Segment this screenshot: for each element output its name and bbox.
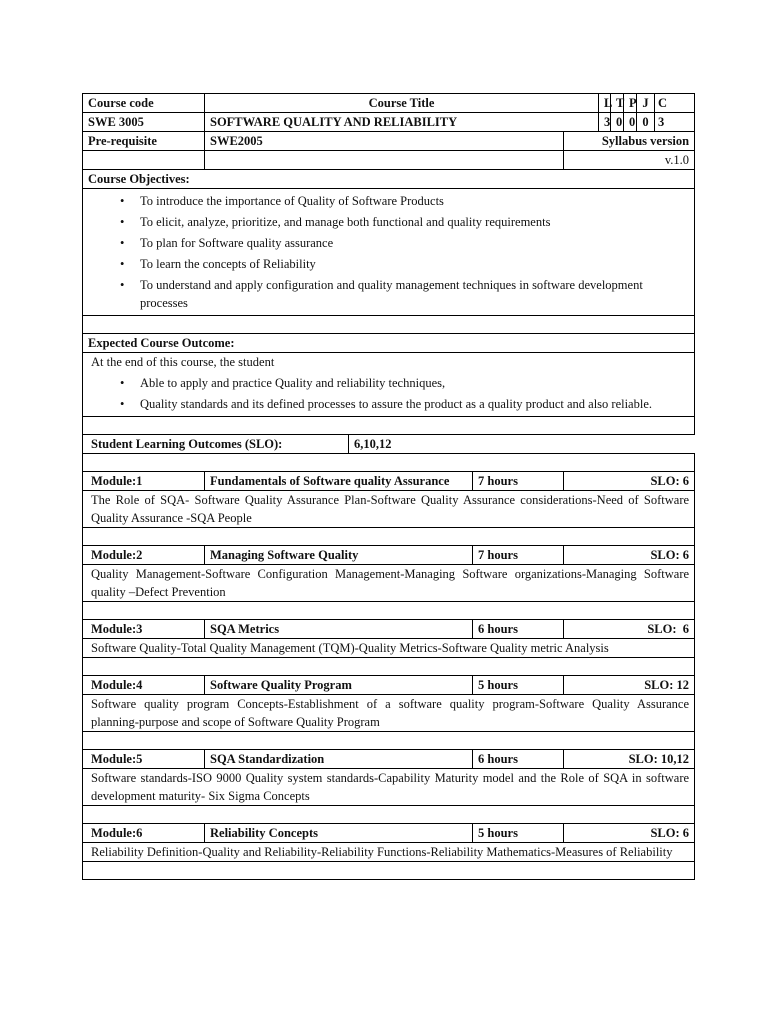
module-slo: SLO: 6 xyxy=(564,546,695,565)
ltpjc-label-p: P xyxy=(624,94,637,113)
course-title-label: Course Title xyxy=(205,94,599,113)
module-slo: SLO: 12 xyxy=(564,676,695,695)
course-title: SOFTWARE QUALITY AND RELIABILITY xyxy=(205,113,599,132)
module-number: Module:6 xyxy=(83,824,205,843)
module-number: Module:1 xyxy=(83,472,205,491)
list-item: • To introduce the importance of Quality of Software Products xyxy=(140,192,689,210)
module-content-row xyxy=(83,843,695,862)
module-content: Software quality program Concepts-Establishment of a software quality program-Software Quality Assurance planning-purpose and scope of Software Quality Program xyxy=(83,695,695,732)
list-item: • Quality standards and its defined processes to assure the product as a quality product and also reliable. xyxy=(140,395,689,413)
module-hours: 5 hours xyxy=(473,824,564,843)
module-title: Reliability Concepts xyxy=(205,824,473,843)
module-hours: 6 hours xyxy=(473,750,564,769)
ltpjc-label-c: C xyxy=(655,94,695,113)
objectives-heading: Course Objectives: xyxy=(83,170,695,189)
module-title: Managing Software Quality xyxy=(205,546,473,565)
ltpjc-value-p: 0 xyxy=(624,113,637,132)
module-slo: SLO: 6 xyxy=(564,824,695,843)
module-number: Module:4 xyxy=(83,676,205,695)
module-content: Quality Management-Software Configuration Management-Managing Software organizations-Managing Software quality –Defect Prevention xyxy=(83,565,695,602)
list-item: • To understand and apply configuration and quality management techniques in software development processes xyxy=(140,276,689,312)
prerequisite-value: SWE2005 xyxy=(205,132,564,151)
header-label-row xyxy=(83,94,695,113)
objectives-list-row xyxy=(83,189,695,316)
list-item: • To plan for Software quality assurance xyxy=(140,234,689,252)
module-title: SQA Standardization xyxy=(205,750,473,769)
module-title: Fundamentals of Software quality Assurance xyxy=(205,472,473,491)
module-header-row xyxy=(83,472,695,491)
module-header-row xyxy=(83,824,695,843)
outcomes-list xyxy=(91,374,689,413)
ltpjc-value-t: 0 xyxy=(611,113,624,132)
ltpjc-value-l: 3 xyxy=(599,113,611,132)
syllabus-version-label: Syllabus version xyxy=(564,132,695,151)
module-header-row xyxy=(83,676,695,695)
module-slo: SLO: 10,12 xyxy=(564,750,695,769)
slo-value: 6,10,12 xyxy=(349,435,695,454)
module-header-row xyxy=(83,546,695,565)
ltpjc-label-t: T xyxy=(611,94,624,113)
module-number: Module:2 xyxy=(83,546,205,565)
module-content: Software Quality-Total Quality Management (TQM)-Quality Metrics-Software Quality metric Analysis xyxy=(83,639,695,658)
module-hours: 6 hours xyxy=(473,620,564,639)
syllabus-table xyxy=(82,93,695,880)
module-content: The Role of SQA- Software Quality Assurance Plan-Software Quality Assurance considerations-Need of Software Quality Assurance -SQA People xyxy=(83,491,695,528)
module-content-row xyxy=(83,695,695,732)
module-content-row xyxy=(83,769,695,806)
module-content-row xyxy=(83,565,695,602)
module-title: Software Quality Program xyxy=(205,676,473,695)
module-content-row xyxy=(83,639,695,658)
outcomes-intro: At the end of this course, the student xyxy=(91,355,275,369)
syllabus-version: v.1.0 xyxy=(564,151,695,170)
module-header-row xyxy=(83,620,695,639)
module-hours: 5 hours xyxy=(473,676,564,695)
module-slo: SLO: 6 xyxy=(564,472,695,491)
slo-row xyxy=(83,435,695,454)
prerequisite-row xyxy=(83,132,695,151)
prerequisite-label: Pre-requisite xyxy=(83,132,205,151)
outcomes-list-row xyxy=(83,353,695,417)
module-content-row xyxy=(83,491,695,528)
module-title: SQA Metrics xyxy=(205,620,473,639)
syllabus-version-row xyxy=(83,151,695,170)
module-hours: 7 hours xyxy=(473,546,564,565)
ltpjc-value-j: 0 xyxy=(637,113,655,132)
course-code-label: Course code xyxy=(83,94,205,113)
module-hours: 7 hours xyxy=(473,472,564,491)
ltpjc-label-j: J xyxy=(637,94,655,113)
course-code: SWE 3005 xyxy=(83,113,205,132)
outcomes-heading: Expected Course Outcome: xyxy=(83,334,695,353)
module-slo: SLO: 6 xyxy=(564,620,695,639)
module-header-row xyxy=(83,750,695,769)
module-content: Reliability Definition-Quality and Reliability-Reliability Functions-Reliability Mathematics-Measures of Reliability xyxy=(83,843,695,862)
objectives-list xyxy=(88,192,689,312)
module-number: Module:3 xyxy=(83,620,205,639)
header-value-row xyxy=(83,113,695,132)
objectives-heading-row xyxy=(83,170,695,189)
module-content: Software standards-ISO 9000 Quality system standards-Capability Maturity model and the Role of SQA in software development maturity- Six Sigma Concepts xyxy=(83,769,695,806)
module-number: Module:5 xyxy=(83,750,205,769)
slo-label: Student Learning Outcomes (SLO): xyxy=(83,435,349,454)
ltpjc-label-l: L xyxy=(599,94,611,113)
list-item: • Able to apply and practice Quality and reliability techniques, xyxy=(140,374,689,392)
ltpjc-value-c: 3 xyxy=(655,113,695,132)
list-item: • To elicit, analyze, prioritize, and manage both functional and quality requirements xyxy=(140,213,689,231)
list-item: • To learn the concepts of Reliability xyxy=(140,255,689,273)
outcomes-heading-row xyxy=(83,334,695,353)
